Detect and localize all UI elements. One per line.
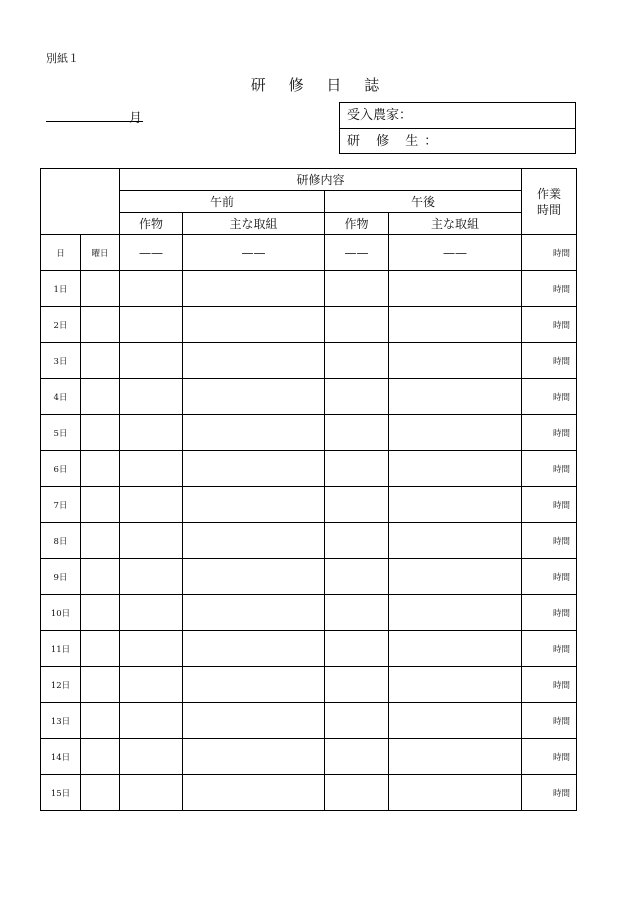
morning-crop-cell[interactable]: [120, 451, 183, 487]
afternoon-main-work-cell[interactable]: [389, 271, 522, 307]
weekday-cell[interactable]: [81, 775, 120, 811]
afternoon-crop-cell[interactable]: [325, 415, 389, 451]
weekday-cell[interactable]: [81, 271, 120, 307]
hours-cell[interactable]: 時間: [522, 343, 577, 379]
day-row: [41, 379, 577, 415]
info-box: [339, 102, 576, 154]
weekday-cell[interactable]: [81, 415, 120, 451]
morning-crop-cell[interactable]: [120, 487, 183, 523]
afternoon-crop-cell[interactable]: [325, 559, 389, 595]
afternoon-crop-cell[interactable]: [325, 487, 389, 523]
afternoon-crop-cell[interactable]: [325, 523, 389, 559]
day-row: [41, 631, 577, 667]
morning-main-work-cell[interactable]: [183, 775, 325, 811]
weekday-cell[interactable]: [81, 523, 120, 559]
day-cell: 14日: [41, 739, 81, 775]
morning-main-work-cell[interactable]: [183, 487, 325, 523]
hours-cell[interactable]: 時間: [522, 487, 577, 523]
hours-cell[interactable]: 時間: [522, 415, 577, 451]
training-log-table: [40, 168, 577, 811]
hours-cell[interactable]: 時間: [522, 379, 577, 415]
afternoon-main-work-cell[interactable]: [389, 451, 522, 487]
morning-main-work-cell[interactable]: [183, 451, 325, 487]
day-cell: 3日: [41, 343, 81, 379]
morning-main-work-cell[interactable]: [183, 343, 325, 379]
weekday-cell[interactable]: [81, 595, 120, 631]
training-content-header: 研修内容: [120, 169, 522, 191]
day-cell: 2日: [41, 307, 81, 343]
day-cell: 15日: [41, 775, 81, 811]
morning-crop-cell[interactable]: [120, 775, 183, 811]
dash-cell: ——: [325, 235, 389, 271]
trainee-label: 研 修 生：: [347, 134, 444, 149]
day-cell: 7日: [41, 487, 81, 523]
morning-main-work-cell[interactable]: [183, 703, 325, 739]
morning-main-work-cell[interactable]: [183, 595, 325, 631]
day-row: [41, 775, 577, 811]
day-row: [41, 667, 577, 703]
annex-label: 別紙１: [46, 52, 79, 65]
afternoon-main-work-cell[interactable]: [389, 739, 522, 775]
afternoon-main-work-cell[interactable]: [389, 667, 522, 703]
header-row-2: [41, 191, 577, 213]
afternoon-crop-cell[interactable]: [325, 775, 389, 811]
weekday-cell[interactable]: [81, 631, 120, 667]
morning-crop-header: 作物: [120, 213, 183, 235]
dash-cell: ——: [183, 235, 325, 271]
morning-main-work-cell[interactable]: [183, 667, 325, 703]
title-char: 研: [250, 76, 266, 94]
work-time-header-line1: 作業: [536, 186, 561, 201]
hours-cell[interactable]: 時間: [522, 523, 577, 559]
day-row: [41, 739, 577, 775]
morning-crop-cell[interactable]: [120, 271, 183, 307]
afternoon-main-work-cell[interactable]: [389, 523, 522, 559]
morning-crop-cell[interactable]: [120, 631, 183, 667]
afternoon-main-work-cell[interactable]: [389, 307, 522, 343]
afternoon-crop-cell[interactable]: [325, 343, 389, 379]
hours-cell[interactable]: 時間: [522, 307, 577, 343]
day-row: [41, 451, 577, 487]
morning-crop-cell[interactable]: [120, 307, 183, 343]
hours-cell[interactable]: 時間: [522, 631, 577, 667]
day-row: [41, 343, 577, 379]
hours-cell[interactable]: 時間: [522, 559, 577, 595]
afternoon-main-work-cell[interactable]: [389, 343, 522, 379]
morning-header: 午前: [120, 191, 325, 213]
morning-crop-cell[interactable]: [120, 523, 183, 559]
hours-cell[interactable]: 時間: [522, 451, 577, 487]
hours-unit: 時間: [522, 235, 577, 271]
morning-main-work-header: 主な取組: [183, 213, 325, 235]
morning-main-work-cell[interactable]: [183, 631, 325, 667]
day-cell: 12日: [41, 667, 81, 703]
day-cell: 11日: [41, 631, 81, 667]
afternoon-main-work-cell[interactable]: [389, 487, 522, 523]
hours-cell[interactable]: 時間: [522, 667, 577, 703]
afternoon-crop-cell[interactable]: [325, 703, 389, 739]
morning-main-work-cell[interactable]: [183, 307, 325, 343]
morning-crop-cell[interactable]: [120, 703, 183, 739]
morning-crop-cell[interactable]: [120, 667, 183, 703]
weekday-column-label: 曜日: [81, 235, 120, 271]
hours-cell[interactable]: 時間: [522, 271, 577, 307]
afternoon-main-work-cell[interactable]: [389, 703, 522, 739]
day-cell: 4日: [41, 379, 81, 415]
afternoon-main-work-cell[interactable]: [389, 415, 522, 451]
afternoon-crop-cell[interactable]: [325, 379, 389, 415]
weekday-cell[interactable]: [81, 451, 120, 487]
afternoon-main-work-cell[interactable]: [389, 775, 522, 811]
afternoon-main-work-cell[interactable]: [389, 379, 522, 415]
morning-crop-cell[interactable]: [120, 739, 183, 775]
morning-crop-cell[interactable]: [120, 595, 183, 631]
morning-main-work-cell[interactable]: [183, 739, 325, 775]
weekday-cell[interactable]: [81, 559, 120, 595]
day-row: [41, 307, 577, 343]
morning-main-work-cell[interactable]: [183, 523, 325, 559]
morning-main-work-cell[interactable]: [183, 271, 325, 307]
weekday-cell[interactable]: [81, 379, 120, 415]
blank-header-cell: [41, 169, 120, 235]
hours-cell[interactable]: 時間: [522, 739, 577, 775]
work-time-header-line2: 時間: [536, 202, 561, 217]
dash-cell: ——: [120, 235, 183, 271]
afternoon-header: 午後: [325, 191, 522, 213]
day-row: [41, 595, 577, 631]
day-column-label: 日: [41, 235, 81, 271]
label-row: [41, 235, 577, 271]
afternoon-crop-cell[interactable]: [325, 307, 389, 343]
morning-main-work-cell[interactable]: [183, 379, 325, 415]
host-farm-label: 受入農家：: [347, 108, 413, 123]
hours-cell[interactable]: 時間: [522, 703, 577, 739]
trainee-field[interactable]: [340, 129, 575, 155]
day-row: [41, 523, 577, 559]
weekday-cell[interactable]: [81, 739, 120, 775]
morning-main-work-cell[interactable]: [183, 415, 325, 451]
day-cell: 1日: [41, 271, 81, 307]
day-row: [41, 415, 577, 451]
afternoon-crop-cell[interactable]: [325, 595, 389, 631]
morning-crop-cell[interactable]: [120, 559, 183, 595]
afternoon-crop-cell[interactable]: [325, 667, 389, 703]
header-row-1: [41, 169, 577, 191]
afternoon-crop-cell[interactable]: [325, 451, 389, 487]
document-title: [0, 74, 630, 95]
day-row: [41, 487, 577, 523]
morning-crop-cell[interactable]: [120, 415, 183, 451]
dash-cell: ——: [389, 235, 522, 271]
day-row: [41, 559, 577, 595]
hours-cell[interactable]: 時間: [522, 595, 577, 631]
month-label: 月: [129, 111, 143, 126]
afternoon-crop-cell[interactable]: [325, 631, 389, 667]
afternoon-main-work-cell[interactable]: [389, 631, 522, 667]
title-char: 日: [326, 76, 342, 94]
day-cell: 6日: [41, 451, 81, 487]
afternoon-main-work-cell[interactable]: [389, 559, 522, 595]
work-time-header: [522, 169, 577, 235]
day-cell: 13日: [41, 703, 81, 739]
day-cell: 5日: [41, 415, 81, 451]
day-cell: 9日: [41, 559, 81, 595]
morning-main-work-cell[interactable]: [183, 559, 325, 595]
hours-cell[interactable]: 時間: [522, 775, 577, 811]
title-char: 修: [288, 76, 304, 94]
day-row: [41, 703, 577, 739]
weekday-cell[interactable]: [81, 307, 120, 343]
morning-crop-cell[interactable]: [120, 379, 183, 415]
day-cell: 8日: [41, 523, 81, 559]
weekday-cell[interactable]: [81, 703, 120, 739]
afternoon-main-work-cell[interactable]: [389, 595, 522, 631]
afternoon-crop-cell[interactable]: [325, 739, 389, 775]
afternoon-main-work-header: 主な取組: [389, 213, 522, 235]
weekday-cell[interactable]: [81, 667, 120, 703]
host-farm-field[interactable]: [340, 103, 575, 129]
day-cell: 10日: [41, 595, 81, 631]
weekday-cell[interactable]: [81, 487, 120, 523]
morning-crop-cell[interactable]: [120, 343, 183, 379]
afternoon-crop-header: 作物: [325, 213, 389, 235]
title-char: 誌: [364, 76, 380, 94]
header-row-3: [41, 213, 577, 235]
afternoon-crop-cell[interactable]: [325, 271, 389, 307]
weekday-cell[interactable]: [81, 343, 120, 379]
day-row: [41, 271, 577, 307]
